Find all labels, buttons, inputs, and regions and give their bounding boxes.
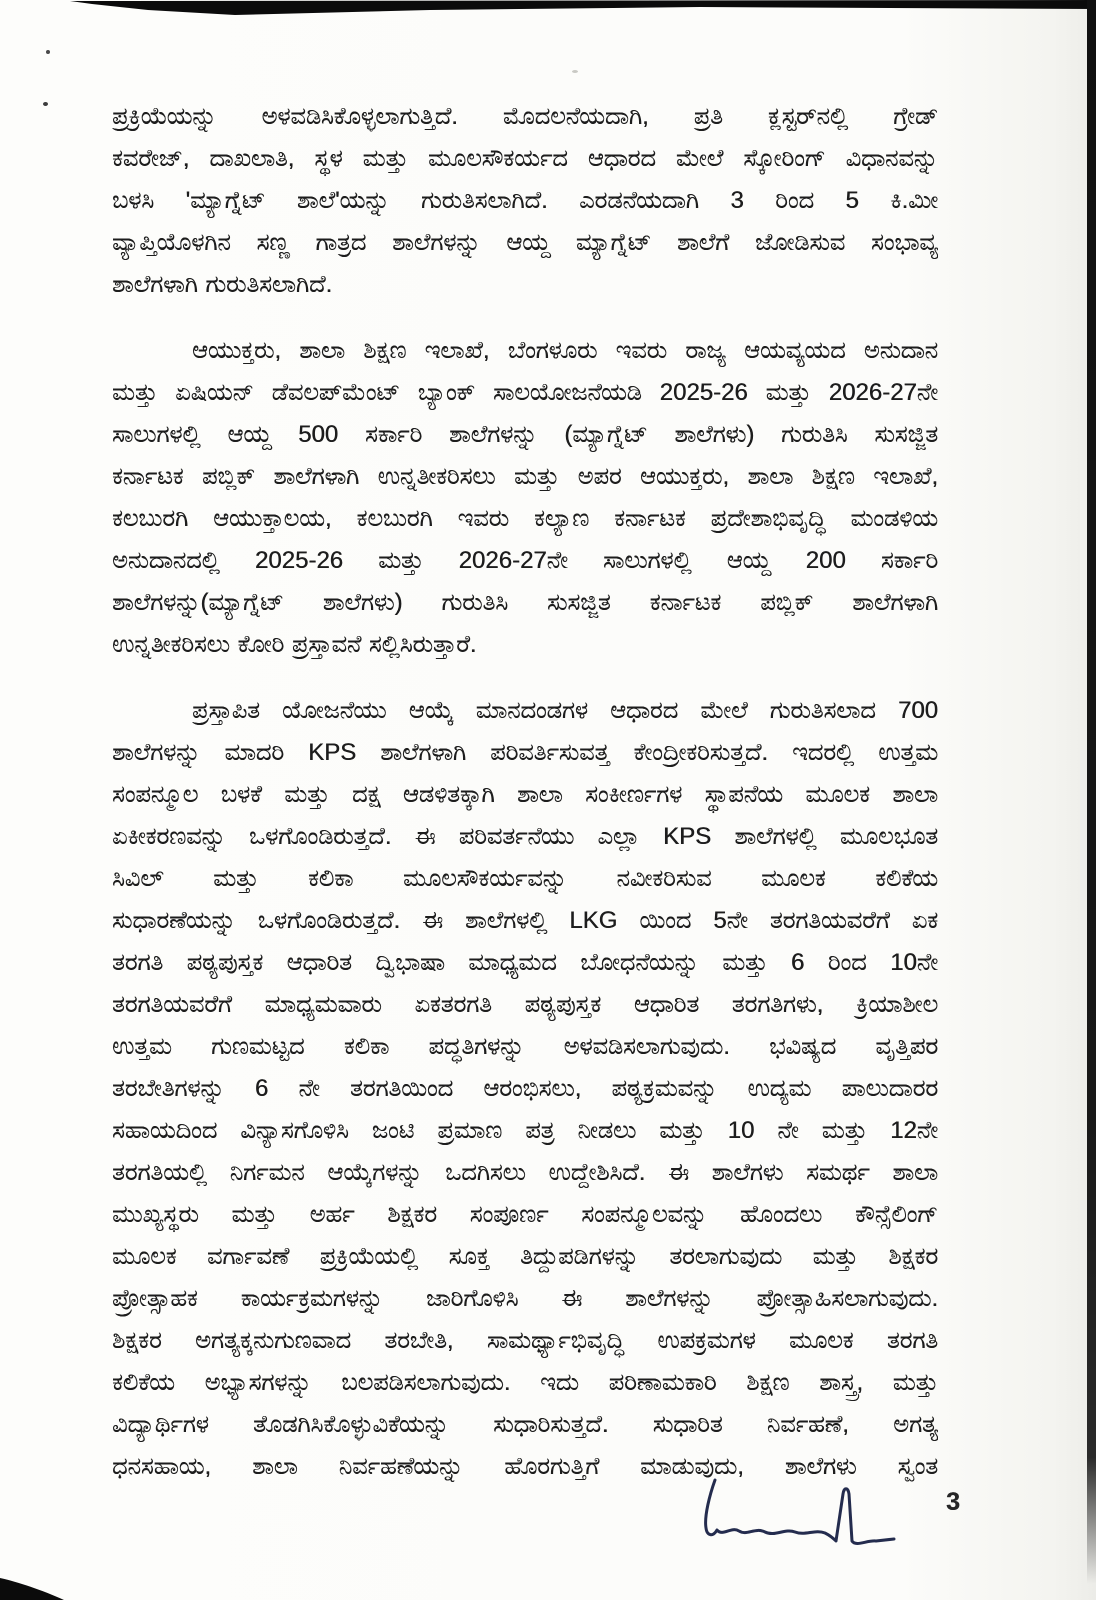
text-line: ಮುಖ್ಯಸ್ಥರು ಮತ್ತು ಅರ್ಹ ಶಿಕ್ಷಕರ ಸಂಪೂರ್ಣ ಸಂಪನ್ಮೂಲವನ್ನು ಹೊಂದಲು ಕೌನ್ಸೆಲಿಂಗ್ <box>112 1201 938 1228</box>
text-line: ಕರ್ನಾಟಕ ಪಬ್ಲಿಕ್ ಶಾಲೆಗಳಾಗಿ ಉನ್ನತೀಕರಿಸಲು ಮತ್ತು ಅಪರ ಆಯುಕ್ತರು, ಶಾಲಾ ಶಿಕ್ಷಣ ಇಲಾಖೆ, <box>112 463 938 490</box>
text-line: ವಿದ್ಯಾರ್ಥಿಗಳ ತೊಡಗಿಸಿಕೊಳ್ಳುವಿಕೆಯನ್ನು ಸುಧಾರಿಸುತ್ತದೆ. ಸುಧಾರಿತ ನಿರ್ವಹಣೆ, ಅಗತ್ಯ <box>112 1411 938 1438</box>
text-line: ತರಗತಿಯಲ್ಲಿ ನಿರ್ಗಮನ ಆಯ್ಕೆಗಳನ್ನು ಒದಗಿಸಲು ಉದ್ದೇಶಿಸಿದೆ. ಈ ಶಾಲೆಗಳು ಸಮರ್ಥ ಶಾಲಾ <box>112 1159 938 1186</box>
text-line: ಶಾಲೆಗಳಾಗಿ ಗುರುತಿಸಲಾಗಿದೆ. <box>112 271 333 298</box>
scan-artifact-bottom-left-corner <box>0 1570 72 1600</box>
text-line: ಸಂಪನ್ಮೂಲ ಬಳಕೆ ಮತ್ತು ದಕ್ಷ ಆಡಳಿತಕ್ಕಾಗಿ ಶಾಲಾ ಸಂಕೀರ್ಣಗಳ ಸ್ಥಾಪನೆಯ ಮೂಲಕ ಶಾಲಾ <box>112 781 938 808</box>
text-line: ಪ್ರೋತ್ಸಾಹಕ ಕಾರ್ಯಕ್ರಮಗಳನ್ನು ಜಾರಿಗೊಳಿಸಿ ಈ ಶಾಲೆಗಳನ್ನು ಪ್ರೋತ್ಸಾಹಿಸಲಾಗುವುದು. <box>112 1285 938 1312</box>
paragraph-3 <box>112 690 938 1488</box>
paragraph-2 <box>112 330 938 666</box>
text-line: ತರಗತಿ ಪಠ್ಯಪುಸ್ತಕ ಆಧಾರಿತ ದ್ವಿಭಾಷಾ ಮಾಧ್ಯಮದ ಬೋಧನೆಯನ್ನು ಮತ್ತು 6 ರಿಂದ 10ನೇ <box>112 949 938 976</box>
text-line: ಸಾಲುಗಳಲ್ಲಿ ಆಯ್ದ 500 ಸರ್ಕಾರಿ ಶಾಲೆಗಳನ್ನು (ಮ್ಯಾಗ್ನೆಟ್ ಶಾಲೆಗಳು) ಗುರುತಿಸಿ ಸುಸಜ್ಜಿತ <box>112 421 938 448</box>
text-line: ತರಬೇತಿಗಳನ್ನು 6 ನೇ ತರಗತಿಯಿಂದ ಆರಂಭಿಸಲು, ಪಠ್ಯಕ್ರಮವನ್ನು ಉದ್ಯಮ ಪಾಲುದಾರರ <box>112 1075 938 1102</box>
scan-speck <box>43 102 48 106</box>
text-line: ಸಹಾಯದಿಂದ ವಿನ್ಯಾಸಗೊಳಿಸಿ ಜಂಟಿ ಪ್ರಮಾಣ ಪತ್ರ ನೀಡಲು ಮತ್ತು 10 ನೇ ಮತ್ತು 12ನೇ <box>112 1117 938 1144</box>
text-line: ಅನುದಾನದಲ್ಲಿ 2025-26 ಮತ್ತು 2026-27ನೇ ಸಾಲುಗಳಲ್ಲಿ ಆಯ್ದ 200 ಸರ್ಕಾರಿ <box>112 547 938 574</box>
scan-artifact-top-edge <box>0 0 1096 18</box>
text-line: ಮೂಲಕ ವರ್ಗಾವಣೆ ಪ್ರಕ್ರಿಯೆಯಲ್ಲಿ ಸೂಕ್ತ ತಿದ್ದುಪಡಿಗಳನ್ನು ತರಲಾಗುವುದು ಮತ್ತು ಶಿಕ್ಷಕರ <box>112 1243 938 1270</box>
text-line: ಕಲಬುರಗಿ ಆಯುಕ್ತಾಲಯ, ಕಲಬುರಗಿ ಇವರು ಕಲ್ಯಾಣ ಕರ್ನಾಟಕ ಪ್ರದೇಶಾಭಿವೃದ್ಧಿ ಮಂಡಳಿಯ <box>112 505 938 532</box>
text-line: ಕವರೇಜ್, ದಾಖಲಾತಿ, ಸ್ಥಳ ಮತ್ತು ಮೂಲಸೌಕರ್ಯದ ಆಧಾರದ ಮೇಲೆ ಸ್ಕೋರಿಂಗ್ ವಿಧಾನವನ್ನು <box>112 145 938 172</box>
text-line: ಉನ್ನತೀಕರಿಸಲು ಕೋರಿ ಪ್ರಸ್ತಾವನೆ ಸಲ್ಲಿಸಿರುತ್ತಾರೆ. <box>112 631 477 658</box>
scan-artifact-right-edge <box>1087 0 1096 1584</box>
text-line: ಶಿಕ್ಷಕರ ಅಗತ್ಯಕ್ಕನುಗುಣವಾದ ತರಬೇತಿ, ಸಾಮರ್ಥ್ಯಾಭಿವೃದ್ಧಿ ಉಪಕ್ರಮಗಳ ಮೂಲಕ ತರಗತಿ <box>112 1327 938 1354</box>
scan-speck <box>46 50 50 54</box>
document-body <box>112 96 938 1488</box>
text-line: ಬಳಸಿ 'ಮ್ಯಾಗ್ನೆಟ್ ಶಾಲೆ'ಯನ್ನು ಗುರುತಿಸಲಾಗಿದೆ. ಎರಡನೆಯದಾಗಿ 3 ರಿಂದ 5 ಕಿ.ಮೀ <box>112 187 938 214</box>
text-line: ಮತ್ತು ಏಷಿಯನ್ ಡೆವಲಪ್‌ಮೆಂಟ್ ಬ್ಯಾಂಕ್ ಸಾಲಯೋಜನೆಯಡಿ 2025-26 ಮತ್ತು 2026-27ನೇ <box>112 379 938 406</box>
paragraph-1 <box>112 96 938 306</box>
scan-speck <box>572 70 578 73</box>
text-line: ಪ್ರಕ್ರಿಯೆಯನ್ನು ಅಳವಡಿಸಿಕೊಳ್ಳಲಾಗುತ್ತಿದೆ. ಮೊದಲನೆಯದಾಗಿ, ಪ್ರತಿ ಕ್ಲಸ್ಟರ್‌ನಲ್ಲಿ ಗ್ರೇಡ್ <box>112 103 938 130</box>
text-line: ಕಲಿಕೆಯ ಅಭ್ಯಾಸಗಳನ್ನು ಬಲಪಡಿಸಲಾಗುವುದು. ಇದು ಪರಿಣಾಮಕಾರಿ ಶಿಕ್ಷಣ ಶಾಸ್ತ್ರ, ಮತ್ತು <box>112 1369 938 1396</box>
text-line: ಏಕೀಕರಣವನ್ನು ಒಳಗೊಂಡಿರುತ್ತದೆ. ಈ ಪರಿವರ್ತನೆಯು ಎಲ್ಲಾ KPS ಶಾಲೆಗಳಲ್ಲಿ ಮೂಲಭೂತ <box>112 823 938 850</box>
text-line: ಪ್ರಸ್ತಾಪಿತ ಯೋಜನೆಯು ಆಯ್ಕೆ ಮಾನದಂಡಗಳ ಆಧಾರದ ಮೇಲೆ ಗುರುತಿಸಲಾದ 700 <box>192 697 938 724</box>
text-line: ತರಗತಿಯವರೆಗೆ ಮಾಧ್ಯಮವಾರು ಏಕತರಗತಿ ಪಠ್ಯಪುಸ್ತಕ ಆಧಾರಿತ ತರಗತಿಗಳು, ಕ್ರಿಯಾಶೀಲ <box>112 991 938 1018</box>
text-line: ಶಾಲೆಗಳನ್ನು(ಮ್ಯಾಗ್ನೆಟ್ ಶಾಲೆಗಳು) ಗುರುತಿಸಿ ಸುಸಜ್ಜಿತ ಕರ್ನಾಟಕ ಪಬ್ಲಿಕ್ ಶಾಲೆಗಳಾಗಿ <box>112 589 938 616</box>
signature <box>693 1466 911 1558</box>
text-line: ಸುಧಾರಣೆಯನ್ನು ಒಳಗೊಂಡಿರುತ್ತದೆ. ಈ ಶಾಲೆಗಳಲ್ಲಿ LKG ಯಿಂದ 5ನೇ ತರಗತಿಯವರೆಗೆ ಏಕ <box>112 907 938 934</box>
text-line: ಸಿವಿಲ್ ಮತ್ತು ಕಲಿಕಾ ಮೂಲಸೌಕರ್ಯವನ್ನು ನವೀಕರಿಸುವ ಮೂಲಕ ಕಲಿಕೆಯ <box>112 865 938 892</box>
text-line: ವ್ಯಾಪ್ತಿಯೊಳಗಿನ ಸಣ್ಣ ಗಾತ್ರದ ಶಾಲೆಗಳನ್ನು ಆಯ್ದ ಮ್ಯಾಗ್ನೆಟ್ ಶಾಲೆಗೆ ಜೋಡಿಸುವ ಸಂಭಾವ್ಯ <box>112 229 938 256</box>
text-line: ಆಯುಕ್ತರು, ಶಾಲಾ ಶಿಕ್ಷಣ ಇಲಾಖೆ, ಬೆಂಗಳೂರು ಇವರು ರಾಜ್ಯ ಆಯವ್ಯಯದ ಅನುದಾನ <box>192 337 938 364</box>
text-line: ಶಾಲೆಗಳನ್ನು ಮಾದರಿ KPS ಶಾಲೆಗಳಾಗಿ ಪರಿವರ್ತಿಸುವತ್ತ ಕೇಂದ್ರೀಕರಿಸುತ್ತದೆ. ಇದರಲ್ಲಿ ಉತ್ತಮ <box>112 739 938 766</box>
page-number: 3 <box>946 1488 960 1516</box>
text-line: ಉತ್ತಮ ಗುಣಮಟ್ಟದ ಕಲಿಕಾ ಪದ್ಧತಿಗಳನ್ನು ಅಳವಡಿಸಲಾಗುವುದು. ಭವಿಷ್ಯದ ವೃತ್ತಿಪರ <box>112 1033 938 1060</box>
text-line: ಧನಸಹಾಯ, ಶಾಲಾ ನಿರ್ವಹಣೆಯನ್ನು ಹೊರಗುತ್ತಿಗೆ ಮಾಡುವುದು, ಶಾಲೆಗಳು ಸ್ವಂತ <box>112 1453 938 1480</box>
